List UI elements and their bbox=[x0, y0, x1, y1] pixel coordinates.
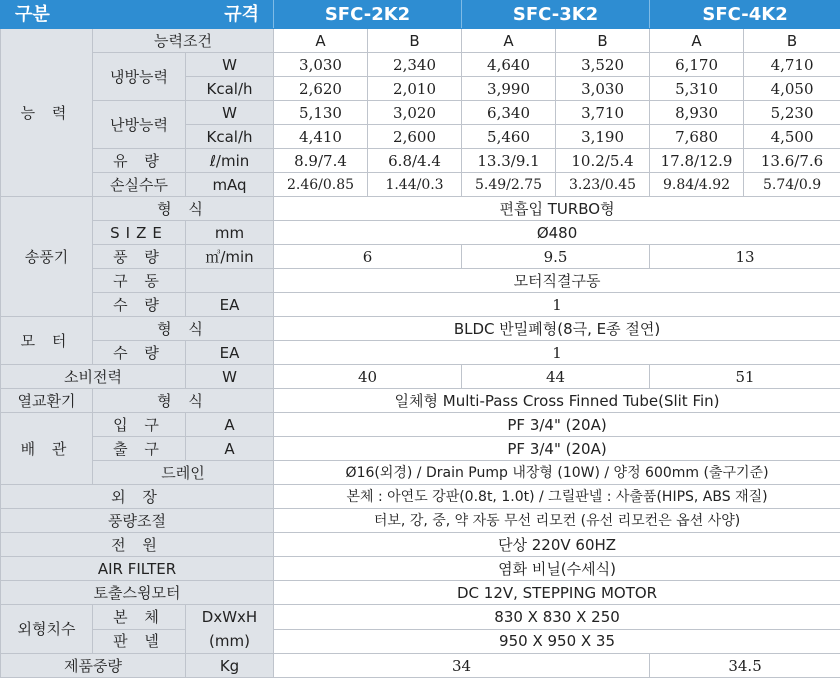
unit-heating-kcal: Kcal/h bbox=[186, 125, 274, 149]
cell-power-1: 40 bbox=[274, 365, 462, 389]
cell-loss-4: 3.23/0.45 bbox=[556, 173, 650, 197]
row-motor-qty bbox=[1, 341, 840, 365]
cell-heating-w-3: 6,340 bbox=[462, 101, 556, 125]
label-blower-type: 형 식 bbox=[93, 197, 274, 221]
unit-motor-qty: EA bbox=[186, 341, 274, 365]
label-air-filter: AIR FILTER bbox=[1, 557, 274, 581]
cell-dimensions-body: 830 X 830 X 250 bbox=[274, 605, 840, 630]
cell-heating-w-6: 5,230 bbox=[744, 101, 840, 125]
cell-condition-4: B bbox=[556, 29, 650, 53]
row-blower-type bbox=[1, 197, 840, 221]
unit-blower-size: mm bbox=[186, 221, 274, 245]
unit-head-loss: mAq bbox=[186, 173, 274, 197]
row-motor-type bbox=[1, 317, 840, 341]
label-dimensions-body: 본 체 bbox=[93, 605, 186, 630]
cell-loss-2: 1.44/0.3 bbox=[368, 173, 462, 197]
row-swing-motor bbox=[1, 581, 840, 605]
cell-heating-w-2: 3,020 bbox=[368, 101, 462, 125]
cell-blower-type: 편흡입 TURBO형 bbox=[274, 197, 840, 221]
cell-condition-1: A bbox=[274, 29, 368, 53]
group-dimensions: 외형치수 bbox=[1, 605, 93, 654]
row-airflow-control bbox=[1, 509, 840, 533]
cell-air-filter: 염화 비닐(수세식) bbox=[274, 557, 840, 581]
unit-heating-w: W bbox=[186, 101, 274, 125]
row-power-supply bbox=[1, 533, 840, 557]
row-blower-qty bbox=[1, 293, 840, 317]
cell-airflow-1: 6 bbox=[274, 245, 462, 269]
cell-cooling-kcal-3: 3,990 bbox=[462, 77, 556, 101]
cell-power-3: 51 bbox=[650, 365, 840, 389]
cell-weight-2: 34.5 bbox=[650, 654, 840, 678]
header-spec: 규격 bbox=[224, 4, 260, 25]
unit-flow: ℓ/min bbox=[186, 149, 274, 173]
cell-loss-3: 5.49/2.75 bbox=[462, 173, 556, 197]
row-head-loss bbox=[1, 173, 840, 197]
cell-cooling-kcal-1: 2,620 bbox=[274, 77, 368, 101]
cell-dimensions-panel: 950 X 950 X 35 bbox=[274, 629, 840, 654]
unit-dimensions-line1: DxWxH bbox=[201, 608, 258, 626]
unit-piping-outlet: A bbox=[186, 437, 274, 461]
label-flow: 유 량 bbox=[93, 149, 186, 173]
cell-heating-w-4: 3,710 bbox=[556, 101, 650, 125]
row-cooling-w bbox=[1, 53, 840, 77]
row-piping-outlet bbox=[1, 437, 840, 461]
cell-cooling-w-2: 2,340 bbox=[368, 53, 462, 77]
label-swing-motor: 토출스윙모터 bbox=[1, 581, 274, 605]
label-heat-exchanger-type: 형 식 bbox=[93, 389, 274, 413]
label-dimensions-panel: 판 넬 bbox=[93, 629, 186, 654]
cell-cooling-w-5: 6,170 bbox=[650, 53, 744, 77]
cell-blower-size: Ø480 bbox=[274, 221, 840, 245]
unit-cooling-w: W bbox=[186, 53, 274, 77]
label-cooling: 냉방능력 bbox=[93, 53, 186, 101]
row-exterior bbox=[1, 485, 840, 509]
group-motor: 모 터 bbox=[1, 317, 93, 365]
cell-condition-6: B bbox=[744, 29, 840, 53]
label-power-supply: 전 원 bbox=[1, 533, 274, 557]
row-flow bbox=[1, 149, 840, 173]
row-dimensions-panel bbox=[1, 629, 840, 654]
cell-flow-1: 8.9/7.4 bbox=[274, 149, 368, 173]
row-air-filter bbox=[1, 557, 840, 581]
cell-cooling-kcal-2: 2,010 bbox=[368, 77, 462, 101]
label-airflow-control: 풍량조절 bbox=[1, 509, 274, 533]
cell-flow-6: 13.6/7.6 bbox=[744, 149, 840, 173]
cell-condition-3: A bbox=[462, 29, 556, 53]
cell-power-supply: 단상 220V 60HZ bbox=[274, 533, 840, 557]
row-blower-size bbox=[1, 221, 840, 245]
label-piping-outlet: 출 구 bbox=[93, 437, 186, 461]
label-piping-inlet: 입 구 bbox=[93, 413, 186, 437]
header-category-spec bbox=[1, 1, 274, 29]
cell-flow-2: 6.8/4.4 bbox=[368, 149, 462, 173]
cell-cooling-w-6: 4,710 bbox=[744, 53, 840, 77]
label-blower-size: SIZE bbox=[93, 221, 186, 245]
label-motor-qty: 수 량 bbox=[93, 341, 186, 365]
row-dimensions-body bbox=[1, 605, 840, 630]
cell-cooling-w-3: 4,640 bbox=[462, 53, 556, 77]
cell-cooling-w-4: 3,520 bbox=[556, 53, 650, 77]
cell-heating-kcal-5: 7,680 bbox=[650, 125, 744, 149]
group-piping: 배 관 bbox=[1, 413, 93, 485]
cell-flow-3: 13.3/9.1 bbox=[462, 149, 556, 173]
header-category: 구분 bbox=[15, 4, 50, 25]
unit-blower-qty: EA bbox=[186, 293, 274, 317]
header-model-3: SFC-4K2 bbox=[650, 1, 840, 29]
cell-heating-kcal-1: 4,410 bbox=[274, 125, 368, 149]
cell-condition-5: A bbox=[650, 29, 744, 53]
cell-blower-drive: 모터직결구동 bbox=[274, 269, 840, 293]
label-weight: 제품중량 bbox=[1, 654, 186, 678]
label-capacity-condition: 능력조건 bbox=[93, 29, 274, 53]
cell-heating-kcal-3: 5,460 bbox=[462, 125, 556, 149]
row-weight bbox=[1, 654, 840, 678]
cell-weight-1: 34 bbox=[274, 654, 650, 678]
header-row bbox=[1, 1, 840, 29]
cell-heating-kcal-4: 3,190 bbox=[556, 125, 650, 149]
cell-exterior: 본체 : 아연도 강판(0.8t, 1.0t) / 그릴판넬 : 사출품(HIPS, ABS 재질) bbox=[274, 485, 840, 509]
label-exterior: 외 장 bbox=[1, 485, 274, 509]
unit-dimensions bbox=[186, 605, 274, 654]
cell-piping-outlet: PF 3/4" (20A) bbox=[274, 437, 840, 461]
group-capacity: 능 력 bbox=[1, 29, 93, 197]
cell-flow-4: 10.2/5.4 bbox=[556, 149, 650, 173]
cell-loss-1: 2.46/0.85 bbox=[274, 173, 368, 197]
row-power-consumption bbox=[1, 365, 840, 389]
cell-motor-qty: 1 bbox=[274, 341, 840, 365]
group-blower: 송풍기 bbox=[1, 197, 93, 317]
label-piping-drain: 드레인 bbox=[93, 461, 274, 485]
header-model-2: SFC-3K2 bbox=[462, 1, 650, 29]
cell-airflow-3: 13 bbox=[650, 245, 840, 269]
row-piping-drain bbox=[1, 461, 840, 485]
unit-cooling-kcal: Kcal/h bbox=[186, 77, 274, 101]
label-blower-drive: 구 동 bbox=[93, 269, 186, 293]
cell-swing-motor: DC 12V, STEPPING MOTOR bbox=[274, 581, 840, 605]
cell-airflow-2: 9.5 bbox=[462, 245, 650, 269]
cell-heating-kcal-2: 2,600 bbox=[368, 125, 462, 149]
cell-loss-6: 5.74/0.9 bbox=[744, 173, 840, 197]
cell-blower-qty: 1 bbox=[274, 293, 840, 317]
label-power-consumption: 소비전력 bbox=[1, 365, 186, 389]
cell-piping-inlet: PF 3/4" (20A) bbox=[274, 413, 840, 437]
row-heat-exchanger bbox=[1, 389, 840, 413]
cell-cooling-w-1: 3,030 bbox=[274, 53, 368, 77]
unit-piping-inlet: A bbox=[186, 413, 274, 437]
label-head-loss: 손실수두 bbox=[93, 173, 186, 197]
cell-heating-kcal-6: 4,500 bbox=[744, 125, 840, 149]
cell-airflow-control: 터보, 강, 중, 약 자동 무선 리모컨 (유선 리모컨은 옵션 사양) bbox=[274, 509, 840, 533]
unit-weight: Kg bbox=[186, 654, 274, 678]
cell-flow-5: 17.8/12.9 bbox=[650, 149, 744, 173]
label-motor-type: 형 식 bbox=[93, 317, 274, 341]
cell-heat-exchanger: 일체형 Multi-Pass Cross Finned Tube(Slit Fin) bbox=[274, 389, 840, 413]
cell-heating-w-1: 5,130 bbox=[274, 101, 368, 125]
unit-dimensions-line2: (mm) bbox=[209, 632, 250, 650]
cell-condition-2: B bbox=[368, 29, 462, 53]
row-blower-drive bbox=[1, 269, 840, 293]
label-blower-qty: 수 량 bbox=[93, 293, 186, 317]
cell-cooling-kcal-4: 3,030 bbox=[556, 77, 650, 101]
label-heat-exchanger: 열교환기 bbox=[1, 389, 93, 413]
label-heating: 난방능력 bbox=[93, 101, 186, 149]
cell-heating-w-5: 8,930 bbox=[650, 101, 744, 125]
label-blower-airflow: 풍 량 bbox=[93, 245, 186, 269]
row-blower-airflow bbox=[1, 245, 840, 269]
cell-power-2: 44 bbox=[462, 365, 650, 389]
cell-motor-type: BLDC 반밀폐형(8극, E종 절연) bbox=[274, 317, 840, 341]
unit-blower-drive-empty bbox=[186, 269, 274, 293]
cell-cooling-kcal-5: 5,310 bbox=[650, 77, 744, 101]
row-heating-w bbox=[1, 101, 840, 125]
header-model-1: SFC-2K2 bbox=[274, 1, 462, 29]
cell-loss-5: 9.84/4.92 bbox=[650, 173, 744, 197]
cell-cooling-kcal-6: 4,050 bbox=[744, 77, 840, 101]
unit-blower-airflow: ㎥/min bbox=[186, 245, 274, 269]
row-capacity-condition bbox=[1, 29, 840, 53]
cell-piping-drain: Ø16(외경) / Drain Pump 내장형 (10W) / 양정 600mm (출구기준) bbox=[274, 461, 840, 485]
row-piping-inlet bbox=[1, 413, 840, 437]
unit-power-consumption: W bbox=[186, 365, 274, 389]
